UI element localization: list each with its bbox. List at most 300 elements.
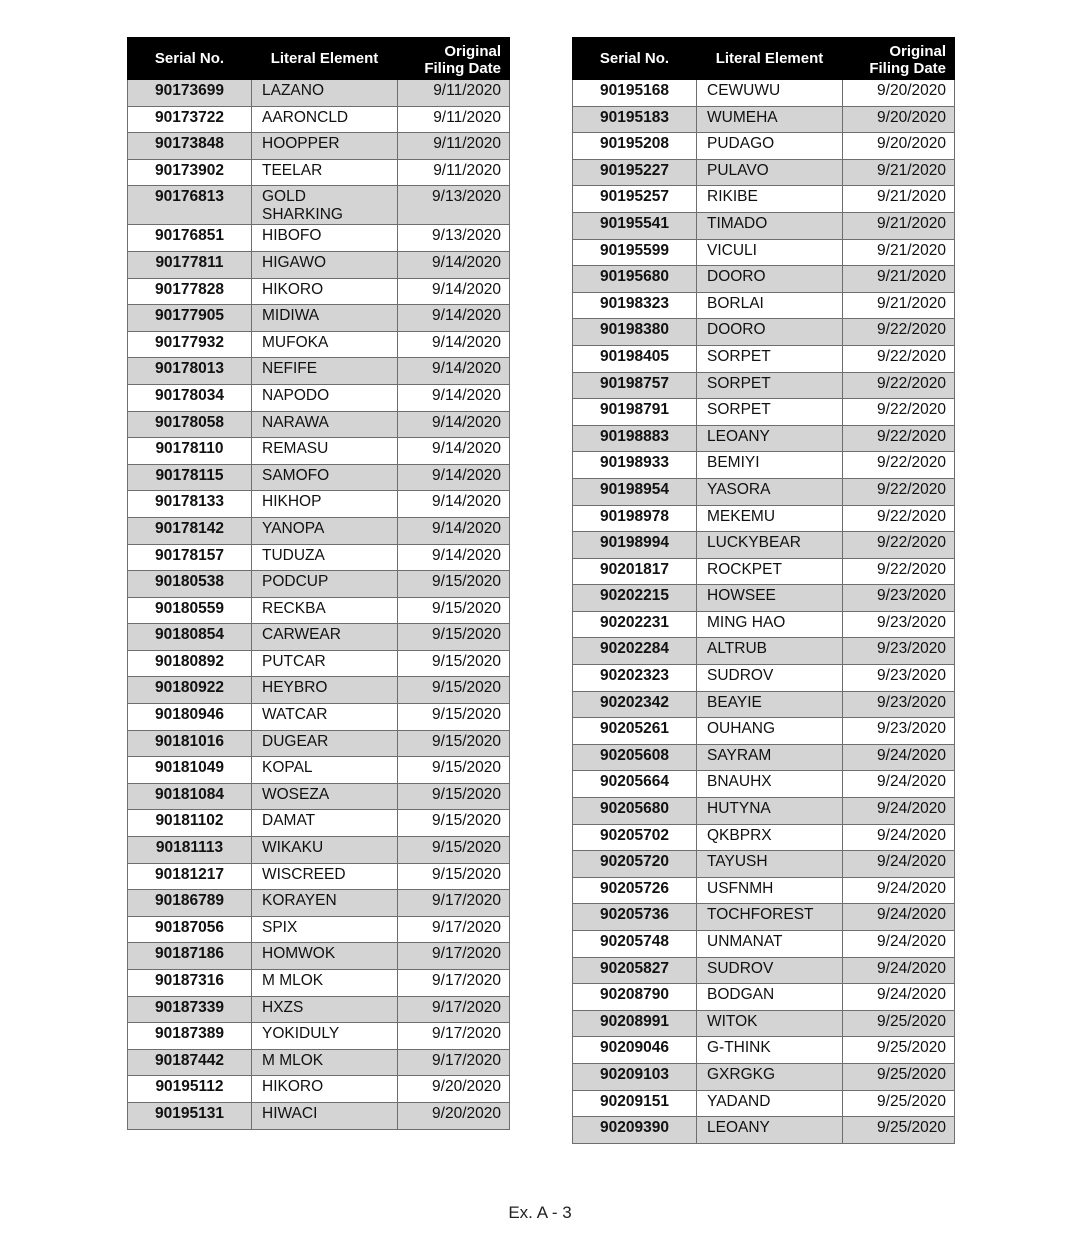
- table-row: [128, 80, 510, 107]
- filing-date-cell: 9/22/2020: [843, 345, 955, 372]
- table-row: [128, 916, 510, 943]
- serial-no-cell: 90181016: [128, 730, 252, 757]
- serial-no-cell: 90187389: [128, 1023, 252, 1050]
- table-row: [573, 239, 955, 266]
- literal-element-cell: LAZANO: [252, 80, 398, 107]
- literal-element-cell: SAMOFO: [252, 464, 398, 491]
- serial-no-cell: 90201817: [573, 558, 697, 585]
- serial-no-cell: 90198405: [573, 345, 697, 372]
- literal-element-cell: USFNMH: [697, 877, 843, 904]
- serial-no-cell: 90180559: [128, 597, 252, 624]
- serial-no-cell: 90178058: [128, 411, 252, 438]
- literal-element-cell: QKBPRX: [697, 824, 843, 851]
- literal-element-cell: NARAWA: [252, 411, 398, 438]
- table-row: [128, 757, 510, 784]
- serial-no-cell: 90209151: [573, 1090, 697, 1117]
- filing-date-cell: 9/15/2020: [398, 863, 510, 890]
- literal-element-cell: HEYBRO: [252, 677, 398, 704]
- serial-no-cell: 90209046: [573, 1037, 697, 1064]
- filing-date-cell: 9/15/2020: [398, 730, 510, 757]
- serial-no-cell: 90205827: [573, 957, 697, 984]
- filing-date-cell: 9/23/2020: [843, 665, 955, 692]
- table-row: [573, 585, 955, 612]
- serial-no-cell: 90181084: [128, 783, 252, 810]
- table-row: [573, 1117, 955, 1144]
- header-original-filing-date: [843, 38, 955, 80]
- filing-date-cell: 9/22/2020: [843, 558, 955, 585]
- filing-date-cell: 9/17/2020: [398, 916, 510, 943]
- literal-element-cell: NAPODO: [252, 384, 398, 411]
- literal-element-cell: HIWACI: [252, 1102, 398, 1129]
- literal-element-cell: WOSEZA: [252, 783, 398, 810]
- page-footer-exhibit-label: Ex. A - 3: [508, 1203, 572, 1222]
- serial-no-cell: 90176813: [128, 186, 252, 225]
- table-row: [573, 611, 955, 638]
- serial-no-cell: 90181113: [128, 837, 252, 864]
- literal-element-cell: VICULI: [697, 239, 843, 266]
- filing-date-cell: 9/25/2020: [843, 1117, 955, 1144]
- serial-no-cell: 90178115: [128, 464, 252, 491]
- filing-date-cell: 9/23/2020: [843, 718, 955, 745]
- literal-element-cell: GOLD SHARKING: [252, 186, 398, 225]
- filing-date-cell: 9/15/2020: [398, 597, 510, 624]
- filing-date-cell: 9/15/2020: [398, 704, 510, 731]
- table-row: [573, 1010, 955, 1037]
- literal-element-cell: PUDAGO: [697, 133, 843, 160]
- table-row: [128, 384, 510, 411]
- filing-date-cell: 9/14/2020: [398, 544, 510, 571]
- filing-date-cell: 9/20/2020: [398, 1102, 510, 1129]
- filing-date-cell: 9/14/2020: [398, 331, 510, 358]
- literal-element-cell: KOPAL: [252, 757, 398, 784]
- literal-element-cell: REMASU: [252, 438, 398, 465]
- literal-element-cell: DUGEAR: [252, 730, 398, 757]
- serial-no-cell: 90177932: [128, 331, 252, 358]
- table-row: [573, 133, 955, 160]
- literal-element-cell: HOMWOK: [252, 943, 398, 970]
- serial-no-cell: 90180922: [128, 677, 252, 704]
- table-row: [573, 452, 955, 479]
- table-row: [573, 877, 955, 904]
- serial-no-cell: 90202323: [573, 665, 697, 692]
- table-row: [573, 851, 955, 878]
- serial-no-cell: 90205261: [573, 718, 697, 745]
- filing-date-cell: 9/14/2020: [398, 278, 510, 305]
- literal-element-cell: SORPET: [697, 372, 843, 399]
- filing-date-cell: 9/23/2020: [843, 638, 955, 665]
- serial-no-cell: 90195131: [128, 1102, 252, 1129]
- filing-date-cell: 9/14/2020: [398, 411, 510, 438]
- literal-element-cell: HIKORO: [252, 1076, 398, 1103]
- serial-no-cell: 90180892: [128, 650, 252, 677]
- serial-no-cell: 90181049: [128, 757, 252, 784]
- serial-no-cell: 90198380: [573, 319, 697, 346]
- table-body-left: [128, 80, 510, 1130]
- literal-element-cell: CEWUWU: [697, 80, 843, 107]
- filing-date-cell: 9/15/2020: [398, 783, 510, 810]
- literal-element-cell: OUHANG: [697, 718, 843, 745]
- serial-no-cell: 90202342: [573, 691, 697, 718]
- serial-no-cell: 90209103: [573, 1063, 697, 1090]
- serial-no-cell: 90187316: [128, 970, 252, 997]
- filing-date-cell: 9/21/2020: [843, 186, 955, 213]
- filing-date-cell: 9/15/2020: [398, 757, 510, 784]
- literal-element-cell: ROCKPET: [697, 558, 843, 585]
- table-row: [128, 331, 510, 358]
- serial-no-cell: 90178013: [128, 358, 252, 385]
- literal-element-cell: HXZS: [252, 996, 398, 1023]
- filing-date-cell: 9/14/2020: [398, 438, 510, 465]
- serial-no-cell: 90202284: [573, 638, 697, 665]
- serial-no-cell: 90195541: [573, 212, 697, 239]
- literal-element-cell: RIKIBE: [697, 186, 843, 213]
- serial-no-cell: 90187056: [128, 916, 252, 943]
- table-row: [573, 425, 955, 452]
- serial-no-cell: 90198757: [573, 372, 697, 399]
- serial-no-cell: 90209390: [573, 1117, 697, 1144]
- filing-date-cell: 9/25/2020: [843, 1090, 955, 1117]
- literal-element-cell: M MLOK: [252, 1049, 398, 1076]
- filing-date-cell: 9/24/2020: [843, 984, 955, 1011]
- header-original-filing-date: [398, 38, 510, 80]
- filing-date-cell: 9/11/2020: [398, 159, 510, 186]
- filing-date-cell: 9/21/2020: [843, 266, 955, 293]
- filing-date-cell: 9/17/2020: [398, 890, 510, 917]
- table-body-right: [573, 80, 955, 1144]
- filing-date-cell: 9/15/2020: [398, 677, 510, 704]
- table-row: [573, 744, 955, 771]
- literal-element-cell: AARONCLD: [252, 106, 398, 133]
- filing-date-cell: 9/20/2020: [398, 1076, 510, 1103]
- serial-no-cell: 90198791: [573, 399, 697, 426]
- table-row: [573, 558, 955, 585]
- filing-date-cell: 9/17/2020: [398, 970, 510, 997]
- literal-element-cell: BORLAI: [697, 292, 843, 319]
- serial-no-cell: 90178110: [128, 438, 252, 465]
- serial-no-cell: 90178133: [128, 491, 252, 518]
- table-row: [128, 278, 510, 305]
- serial-no-cell: 90173902: [128, 159, 252, 186]
- table-row: [573, 186, 955, 213]
- filing-date-cell: 9/24/2020: [843, 851, 955, 878]
- filing-date-cell: 9/21/2020: [843, 292, 955, 319]
- filing-date-cell: 9/22/2020: [843, 399, 955, 426]
- filing-date-cell: 9/22/2020: [843, 532, 955, 559]
- serial-no-cell: 90202215: [573, 585, 697, 612]
- literal-element-cell: UNMANAT: [697, 931, 843, 958]
- literal-element-cell: MUFOKA: [252, 331, 398, 358]
- table-row: [128, 571, 510, 598]
- serial-no-cell: 90173848: [128, 133, 252, 160]
- filing-date-cell: 9/25/2020: [843, 1010, 955, 1037]
- filing-date-cell: 9/13/2020: [398, 225, 510, 252]
- literal-element-cell: TEELAR: [252, 159, 398, 186]
- table-row: [128, 730, 510, 757]
- serial-no-cell: 90195227: [573, 159, 697, 186]
- literal-element-cell: HIKORO: [252, 278, 398, 305]
- filing-date-cell: 9/22/2020: [843, 478, 955, 505]
- literal-element-cell: PODCUP: [252, 571, 398, 598]
- literal-element-cell: SORPET: [697, 399, 843, 426]
- serial-no-cell: 90195183: [573, 106, 697, 133]
- literal-element-cell: LEOANY: [697, 1117, 843, 1144]
- literal-element-cell: MIDIWA: [252, 305, 398, 332]
- filing-date-cell: 9/21/2020: [843, 212, 955, 239]
- table-row: [128, 159, 510, 186]
- table-row: [128, 837, 510, 864]
- filing-date-cell: 9/11/2020: [398, 133, 510, 160]
- literal-element-cell: LUCKYBEAR: [697, 532, 843, 559]
- filing-date-cell: 9/22/2020: [843, 505, 955, 532]
- literal-element-cell: HOWSEE: [697, 585, 843, 612]
- filing-date-cell: 9/17/2020: [398, 1049, 510, 1076]
- literal-element-cell: HIGAWO: [252, 251, 398, 278]
- literal-element-cell: LEOANY: [697, 425, 843, 452]
- filing-date-cell: 9/22/2020: [843, 425, 955, 452]
- literal-element-cell: DOORO: [697, 266, 843, 293]
- literal-element-cell: SUDROV: [697, 957, 843, 984]
- literal-element-cell: ALTRUB: [697, 638, 843, 665]
- serial-no-cell: 90180946: [128, 704, 252, 731]
- literal-element-cell: YADAND: [697, 1090, 843, 1117]
- serial-no-cell: 90187339: [128, 996, 252, 1023]
- literal-element-cell: YOKIDULY: [252, 1023, 398, 1050]
- literal-element-cell: TOCHFOREST: [697, 904, 843, 931]
- filing-date-cell: 9/15/2020: [398, 624, 510, 651]
- literal-element-cell: SPIX: [252, 916, 398, 943]
- serial-no-cell: 90178034: [128, 384, 252, 411]
- literal-element-cell: BODGAN: [697, 984, 843, 1011]
- literal-element-cell: PULAVO: [697, 159, 843, 186]
- table-row: [128, 186, 510, 225]
- serial-no-cell: 90205748: [573, 931, 697, 958]
- literal-element-cell: YANOPA: [252, 517, 398, 544]
- serial-no-cell: 90178142: [128, 517, 252, 544]
- literal-element-cell: MEKEMU: [697, 505, 843, 532]
- table-row: [128, 491, 510, 518]
- serial-no-cell: 90198954: [573, 478, 697, 505]
- filing-date-cell: 9/24/2020: [843, 877, 955, 904]
- filing-date-cell: 9/22/2020: [843, 372, 955, 399]
- filing-date-cell: 9/14/2020: [398, 305, 510, 332]
- table-row: [128, 810, 510, 837]
- table-row: [573, 106, 955, 133]
- literal-element-cell: BNAUHX: [697, 771, 843, 798]
- serial-no-cell: 90202231: [573, 611, 697, 638]
- filing-date-cell: 9/11/2020: [398, 80, 510, 107]
- table-row: [128, 305, 510, 332]
- literal-element-cell: GXRGKG: [697, 1063, 843, 1090]
- filing-date-cell: 9/15/2020: [398, 571, 510, 598]
- literal-element-cell: TAYUSH: [697, 851, 843, 878]
- filing-date-cell: 9/23/2020: [843, 611, 955, 638]
- filing-date-cell: 9/15/2020: [398, 810, 510, 837]
- table-row: [573, 931, 955, 958]
- filing-date-cell: 9/20/2020: [843, 106, 955, 133]
- filing-date-cell: 9/13/2020: [398, 186, 510, 225]
- table-row: [128, 597, 510, 624]
- table-row: [128, 1023, 510, 1050]
- literal-element-cell: TIMADO: [697, 212, 843, 239]
- literal-element-cell: WIKAKU: [252, 837, 398, 864]
- table-row: [573, 399, 955, 426]
- header-literal-element: Literal Element: [252, 38, 398, 80]
- serial-no-cell: 90205736: [573, 904, 697, 931]
- table-row: [128, 677, 510, 704]
- serial-no-cell: 90205608: [573, 744, 697, 771]
- table-row: [573, 345, 955, 372]
- table-row: [573, 1063, 955, 1090]
- literal-element-cell: SAYRAM: [697, 744, 843, 771]
- table-row: [573, 212, 955, 239]
- serial-no-cell: 90187442: [128, 1049, 252, 1076]
- literal-element-cell: WISCREED: [252, 863, 398, 890]
- header-serial-no: Serial No.: [128, 38, 252, 80]
- serial-no-cell: 90205680: [573, 798, 697, 825]
- filing-date-cell: 9/11/2020: [398, 106, 510, 133]
- header-literal-element: Literal Element: [697, 38, 843, 80]
- serial-no-cell: 90181102: [128, 810, 252, 837]
- table-header-row: [128, 38, 510, 80]
- literal-element-cell: NEFIFE: [252, 358, 398, 385]
- filing-date-cell: 9/24/2020: [843, 824, 955, 851]
- table-row: [573, 718, 955, 745]
- literal-element-cell: WATCAR: [252, 704, 398, 731]
- serial-no-cell: 90181217: [128, 863, 252, 890]
- filing-date-cell: 9/14/2020: [398, 251, 510, 278]
- serial-no-cell: 90177905: [128, 305, 252, 332]
- filing-date-cell: 9/21/2020: [843, 159, 955, 186]
- serial-no-cell: 90187186: [128, 943, 252, 970]
- header-serial-no: Serial No.: [573, 38, 697, 80]
- literal-element-cell: RECKBA: [252, 597, 398, 624]
- header-date-line1: Original: [889, 43, 946, 60]
- filing-date-cell: 9/24/2020: [843, 771, 955, 798]
- filing-date-cell: 9/14/2020: [398, 384, 510, 411]
- filing-date-cell: 9/20/2020: [843, 133, 955, 160]
- table-row: [128, 650, 510, 677]
- table-row: [128, 783, 510, 810]
- serial-no-cell: 90173699: [128, 80, 252, 107]
- serial-no-cell: 90205720: [573, 851, 697, 878]
- filing-date-cell: 9/17/2020: [398, 943, 510, 970]
- filing-date-cell: 9/25/2020: [843, 1063, 955, 1090]
- filing-date-cell: 9/20/2020: [843, 80, 955, 107]
- table-row: [573, 638, 955, 665]
- table-row: [128, 863, 510, 890]
- header-date-line2: Filing Date: [424, 60, 501, 77]
- serial-no-cell: 90195257: [573, 186, 697, 213]
- filing-date-cell: 9/14/2020: [398, 464, 510, 491]
- table-header-row: [573, 38, 955, 80]
- serial-no-cell: 90195680: [573, 266, 697, 293]
- serial-no-cell: 90205726: [573, 877, 697, 904]
- literal-element-cell: BEAYIE: [697, 691, 843, 718]
- literal-element-cell: HIBOFO: [252, 225, 398, 252]
- filing-date-cell: 9/24/2020: [843, 798, 955, 825]
- literal-element-cell: KORAYEN: [252, 890, 398, 917]
- table-row: [573, 478, 955, 505]
- header-date-line2: Filing Date: [869, 60, 946, 77]
- serial-no-cell: 90195599: [573, 239, 697, 266]
- filing-date-cell: 9/23/2020: [843, 691, 955, 718]
- filing-date-cell: 9/24/2020: [843, 957, 955, 984]
- table-row: [128, 970, 510, 997]
- table-row: [128, 1102, 510, 1129]
- serial-no-cell: 90195208: [573, 133, 697, 160]
- table-row: [573, 984, 955, 1011]
- literal-element-cell: YASORA: [697, 478, 843, 505]
- filing-date-cell: 9/14/2020: [398, 358, 510, 385]
- literal-element-cell: WITOK: [697, 1010, 843, 1037]
- table-row: [128, 704, 510, 731]
- filing-date-cell: 9/15/2020: [398, 650, 510, 677]
- serial-no-cell: 90173722: [128, 106, 252, 133]
- table-row: [573, 292, 955, 319]
- header-date-line1: Original: [444, 43, 501, 60]
- table-row: [128, 225, 510, 252]
- serial-no-cell: 90198323: [573, 292, 697, 319]
- table-row: [128, 1076, 510, 1103]
- literal-element-cell: M MLOK: [252, 970, 398, 997]
- serial-no-cell: 90205702: [573, 824, 697, 851]
- table-row: [573, 824, 955, 851]
- literal-element-cell: SUDROV: [697, 665, 843, 692]
- table-row: [573, 505, 955, 532]
- table-row: [573, 159, 955, 186]
- table-row: [573, 532, 955, 559]
- table-row: [128, 411, 510, 438]
- filing-date-cell: 9/14/2020: [398, 491, 510, 518]
- filing-date-cell: 9/24/2020: [843, 931, 955, 958]
- literal-element-cell: HUTYNA: [697, 798, 843, 825]
- table-row: [573, 691, 955, 718]
- serial-no-cell: 90176851: [128, 225, 252, 252]
- serial-no-cell: 90205664: [573, 771, 697, 798]
- serial-no-cell: 90198994: [573, 532, 697, 559]
- filing-date-cell: 9/15/2020: [398, 837, 510, 864]
- serial-no-cell: 90186789: [128, 890, 252, 917]
- table-row: [573, 665, 955, 692]
- table-row: [128, 943, 510, 970]
- table-row: [128, 133, 510, 160]
- table-row: [573, 80, 955, 107]
- literal-element-cell: CARWEAR: [252, 624, 398, 651]
- table-row: [128, 358, 510, 385]
- serial-no-cell: 90178157: [128, 544, 252, 571]
- table-row: [573, 266, 955, 293]
- filing-date-cell: 9/25/2020: [843, 1037, 955, 1064]
- table-row: [573, 904, 955, 931]
- serial-no-cell: 90195168: [573, 80, 697, 107]
- table-row: [573, 1090, 955, 1117]
- table-row: [128, 517, 510, 544]
- literal-element-cell: SORPET: [697, 345, 843, 372]
- filing-date-cell: 9/17/2020: [398, 996, 510, 1023]
- literal-element-cell: DAMAT: [252, 810, 398, 837]
- literal-element-cell: HOOPPER: [252, 133, 398, 160]
- table-row: [128, 438, 510, 465]
- filing-date-cell: 9/21/2020: [843, 239, 955, 266]
- serial-no-cell: 90198883: [573, 425, 697, 452]
- filing-date-cell: 9/24/2020: [843, 744, 955, 771]
- table-row: [128, 1049, 510, 1076]
- serial-no-cell: 90177828: [128, 278, 252, 305]
- table-row: [573, 957, 955, 984]
- literal-element-cell: G-THINK: [697, 1037, 843, 1064]
- serial-no-cell: 90198978: [573, 505, 697, 532]
- trademark-table-right: [572, 37, 955, 1144]
